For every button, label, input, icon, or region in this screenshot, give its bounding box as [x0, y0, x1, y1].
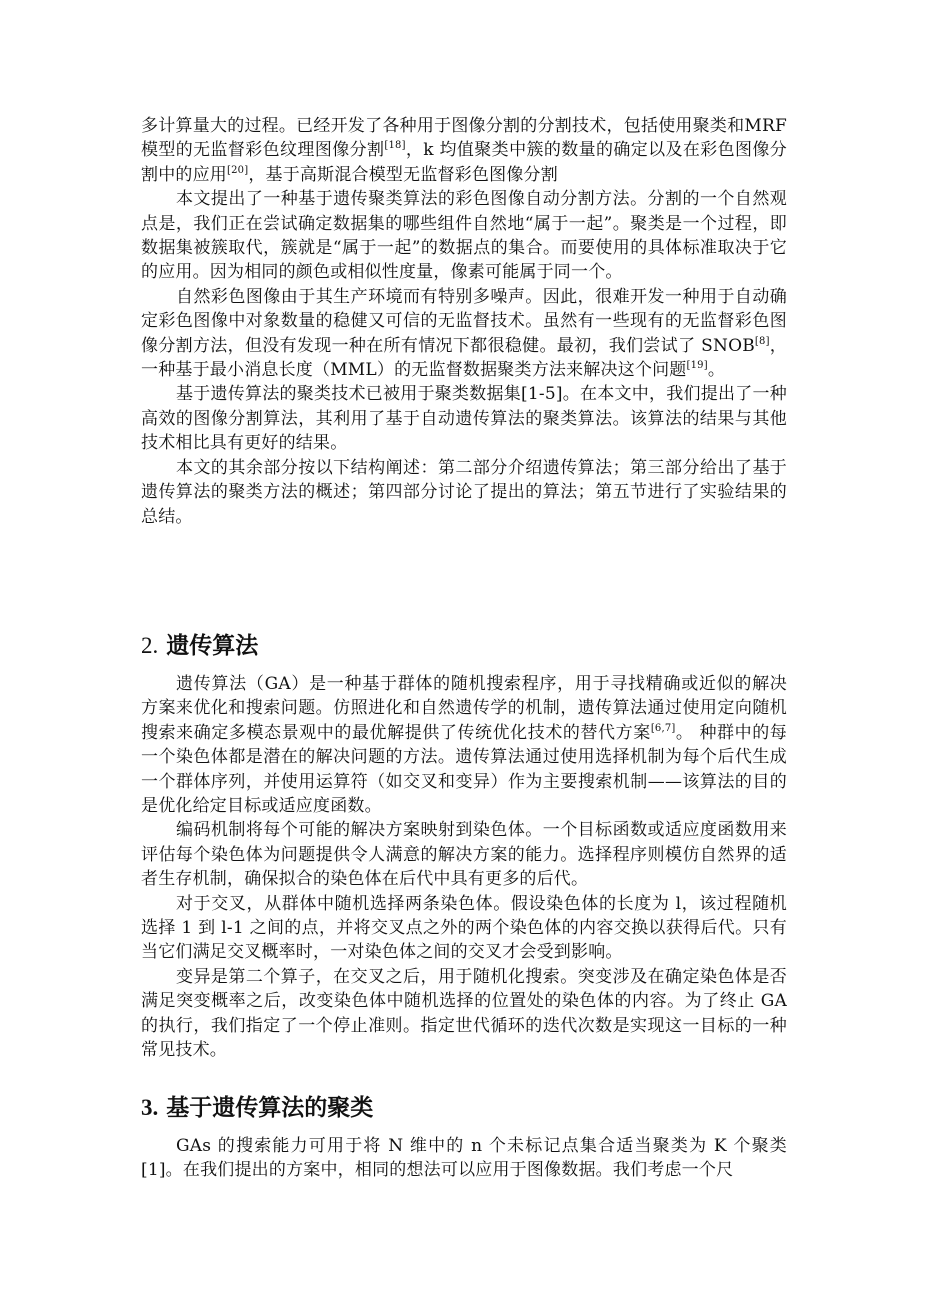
paragraph: 本文的其余部分按以下结构阐述：第二部分介绍遗传算法；第三部分给出了基于遗传算法的聚类方法的概述；第四部分讨论了提出的算法；第五节进行了实验结果的总结。 — [141, 457, 787, 527]
paragraph: 多计算量大的过程。已经开发了各种用于图像分割的分割技术，包括使用聚类和MRF模型的无监督彩色纹理图像分割[18]，k 均值聚类中簇的数量的确定以及在彩色图像分割中的应用[20]，基于高斯混合模型无监督彩色图像分割 — [141, 116, 787, 185]
paragraph: 遗传算法（GA）是一种基于群体的随机搜索程序，用于寻找精确或近似的解决方案来优化和搜索问题。仿照进化和自然遗传学的机制，遗传算法通过使用定向随机搜索来确定多模态景观中的最优解提供了传统优化技术的替代方案[6,7]。 种群中的每一个染色体都是潜在的解决问题的方法。遗传算法通过使用选择机制为每个后代生成一个群体序列，并使用运算符（如交叉和变异）作为主要搜索机制——该算法的目的是优化给定目标或适应度函数。 — [141, 674, 787, 817]
paragraph: 基于遗传算法的聚类技术已被用于聚类数据集[1-5]。在本文中，我们提出了一种高效的图像分割算法，其利用了基于自动遗传算法的聚类算法。该算法的结果与其他技术相比具有更好的结果。 — [141, 384, 787, 454]
section-3-heading: 3. 基于遗传算法的聚类 — [141, 1095, 374, 1121]
section-2-body — [141, 672, 787, 1063]
paragraph: 本文提出了一种基于遗传聚类算法的彩色图像自动分割方法。分割的一个自然观点是，我们正在尝试确定数据集的哪些组件自然地“属于一起”。聚类是一个过程，即数据集被簇取代，簇就是“属于一起”的数据点的集合。而要使用的具体标准取决于它的应用。因为相同的颜色或相似性度量，像素可能属于同一个。 — [141, 189, 787, 283]
paragraph: GAs 的搜索能力可用于将 N 维中的 n 个未标记点集合适当聚类为 K 个聚类[1]。在我们提出的方案中，相同的想法可以应用于图像数据。我们考虑一个尺 — [141, 1136, 787, 1181]
paragraph: 编码机制将每个可能的解决方案映射到染色体。一个目标函数或适应度函数用来评估每个染色体为问题提供令人满意的解决方案的能力。选择程序则模仿自然界的适者生存机制，确保拟合的染色体在后代中具有更多的后代。 — [141, 820, 787, 890]
section-1-intro — [141, 114, 787, 529]
paragraph: 对于交叉，从群体中随机选择两条染色体。假设染色体的长度为 l，该过程随机选择 1 到 l-1 之间的点，并将交叉点之外的两个染色体的内容交换以获得后代。只有当它们满足交叉概率时，一对染色体之间的交叉才会受到影响。 — [141, 893, 787, 963]
paragraph: 变异是第二个算子，在交叉之后，用于随机化搜索。突变涉及在确定染色体是否满足突变概率之后，改变染色体中随机选择的位置处的染色体的内容。为了终止 GA 的执行，我们指定了一个停止准则。指定世代循环的迭代次数是实现这一目标的一种常见技术。 — [141, 966, 787, 1061]
section-2-heading: 2. 遗传算法 — [141, 633, 259, 659]
section-3-body — [141, 1134, 787, 1183]
paragraph: 自然彩色图像由于其生产环境而有特别多噪声。因此，很难开发一种用于自动确定彩色图像中对象数量的稳健又可信的无监督技术。虽然有一些现有的无监督彩色图像分割方法，但没有发现一种在所有情况下都很稳健。最初，我们尝试了 SNOB[8]，一种基于最小消息长度（MML）的无监督数据聚类方法来解决这个问题[19]。 — [141, 286, 787, 381]
